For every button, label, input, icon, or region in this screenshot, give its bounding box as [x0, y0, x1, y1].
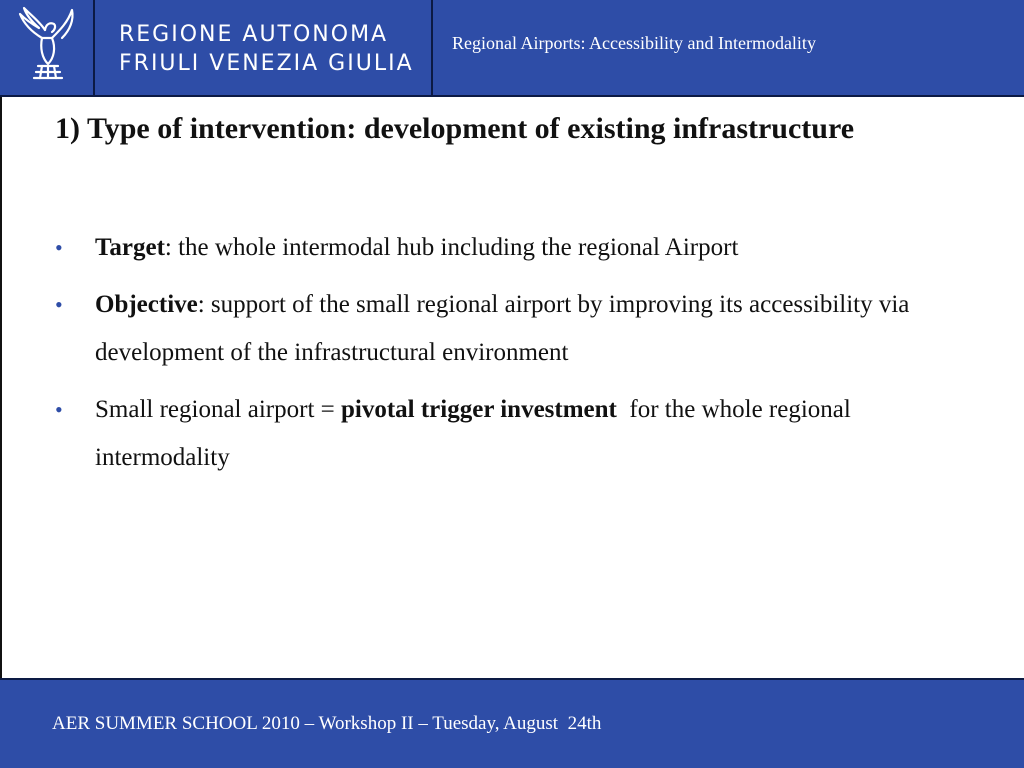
presentation-title: Regional Airports: Accessibility and Intermodality — [452, 33, 816, 53]
bullet-item-objective — [55, 281, 935, 377]
bullet-text-pre: Small regional airport = — [95, 396, 341, 423]
bullet-bold-term: pivotal trigger investment — [340, 396, 617, 423]
bullet-dot-icon: • — [55, 292, 63, 317]
left-divider — [0, 97, 2, 679]
eagle-icon — [12, 4, 82, 92]
region-name-line2: FRIULI VENEZIA GIULIA — [119, 51, 414, 76]
header-bar — [0, 0, 1024, 97]
bullet-text-post: for the whole regional intermodality — [95, 396, 858, 471]
region-name-line1: REGIONE AUTONOMA — [119, 22, 389, 47]
bullet-text: : support of the small regional airport by improving its accessibility via development of the infrastructural environment — [95, 291, 910, 366]
bullet-item-airport — [55, 386, 935, 482]
bullet-item-target — [55, 224, 935, 272]
bullet-dot-icon: • — [55, 235, 63, 260]
bullet-bold-term: Objective — [95, 291, 198, 318]
logo-container — [0, 0, 95, 95]
bullet-text: : the whole intermodal hub including the regional Airport — [164, 234, 739, 261]
footer-bar — [0, 678, 1024, 768]
bullet-dot-icon: • — [55, 397, 63, 422]
bullet-list — [55, 224, 935, 491]
footer-text: AER SUMMER SCHOOL 2010 – Workshop II – Tuesday, August 24th — [52, 713, 602, 734]
bullet-bold-term: Target — [95, 234, 165, 261]
slide-title: 1) Type of intervention: development of existing infrastructure — [55, 112, 855, 145]
region-name-block — [95, 0, 433, 95]
